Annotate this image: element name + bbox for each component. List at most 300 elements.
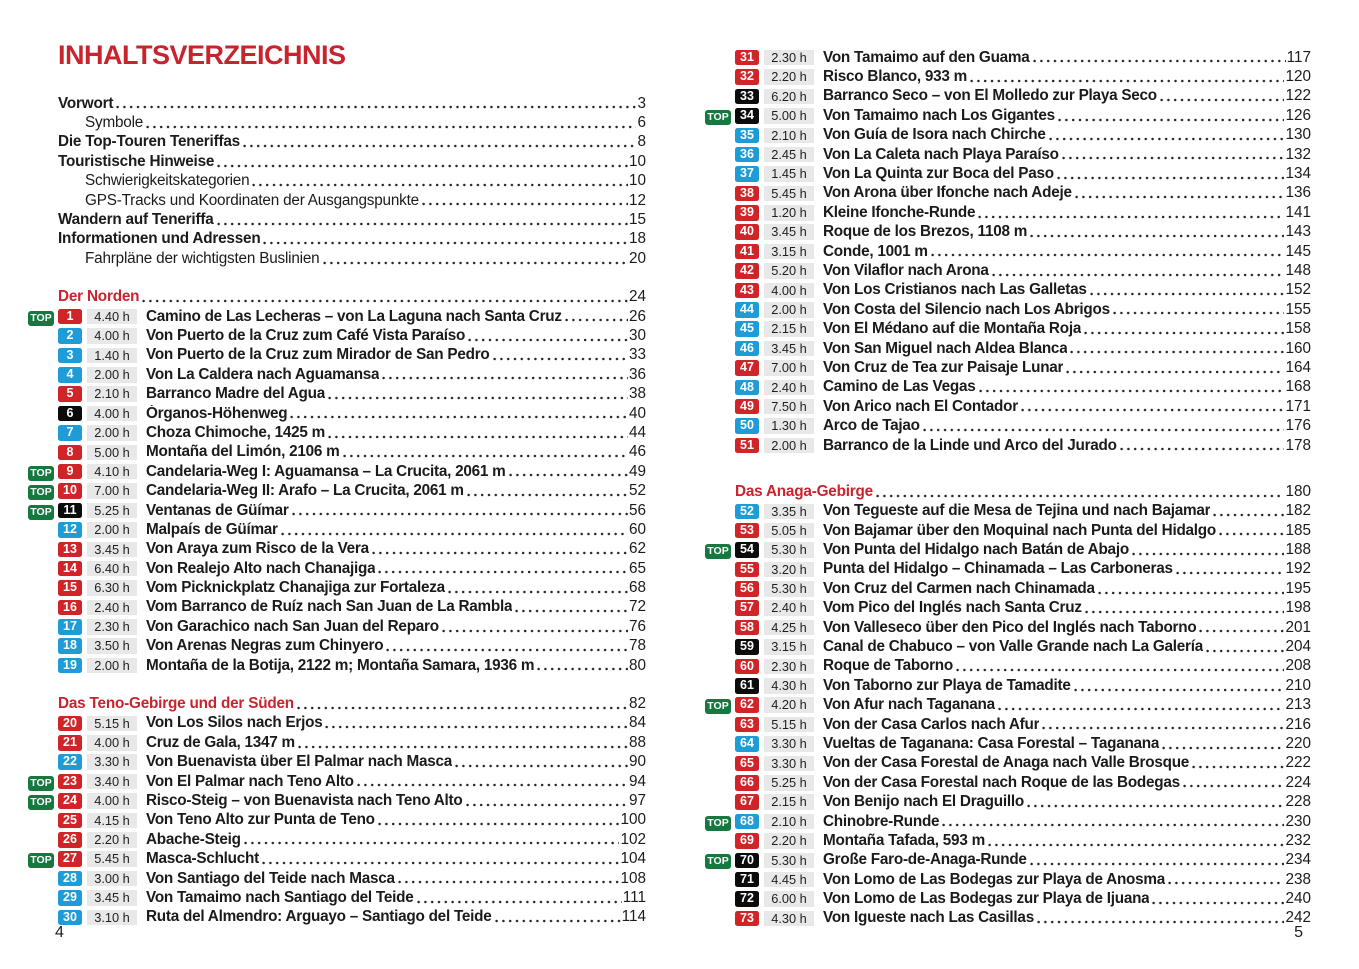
dot-leader bbox=[417, 900, 622, 904]
tour-number-badge: 37 bbox=[735, 166, 759, 182]
toc-right-column bbox=[705, 48, 1311, 928]
toc-entry-label: Fahrpläne der wichtigsten Buslinien bbox=[85, 249, 320, 267]
toc-tour-row bbox=[705, 715, 1311, 734]
top-badge: TOP bbox=[28, 485, 54, 500]
top-badge: TOP bbox=[705, 110, 731, 125]
toc-tour-row bbox=[28, 888, 646, 907]
toc-entry-page-number: 18 bbox=[628, 230, 646, 248]
toc-tour-row bbox=[705, 223, 1311, 242]
top-badge: TOP bbox=[28, 505, 54, 520]
toc-section bbox=[28, 694, 646, 927]
tour-title: Große Faro-de-Anaga-Runde bbox=[823, 851, 1027, 869]
dot-leader bbox=[1062, 156, 1285, 160]
tour-title: Von Arico nach El Contador bbox=[823, 397, 1018, 415]
tour-title: Von El Médano auf die Montaña Roja bbox=[823, 320, 1082, 338]
right-sections bbox=[705, 48, 1311, 928]
toc-tour-row bbox=[705, 657, 1311, 676]
toc-tour-row bbox=[28, 637, 646, 656]
tour-page-number: 224 bbox=[1285, 773, 1311, 791]
tour-page-number: 104 bbox=[620, 850, 646, 868]
tour-page-number: 56 bbox=[628, 501, 646, 519]
tour-number-badge: 25 bbox=[58, 813, 82, 829]
toc-tour-row bbox=[705, 300, 1311, 319]
dot-leader bbox=[1090, 292, 1285, 296]
toc-entry-label: Informationen und Adressen bbox=[58, 230, 261, 248]
toc-entry-label: Wandern auf Teneriffa bbox=[58, 211, 214, 229]
tour-duration: 3.30 h bbox=[87, 754, 137, 770]
tour-page-number: 40 bbox=[628, 404, 646, 422]
top-badge-slot bbox=[28, 850, 58, 868]
dot-leader bbox=[1206, 649, 1284, 653]
dot-leader bbox=[979, 389, 1285, 393]
toc-tour-row bbox=[28, 772, 646, 791]
tour-page-number: 143 bbox=[1285, 223, 1311, 241]
toc-entry bbox=[58, 230, 646, 249]
dot-leader bbox=[1168, 881, 1284, 885]
dot-leader bbox=[1199, 629, 1284, 633]
dot-leader bbox=[372, 551, 628, 555]
tour-page-number: 52 bbox=[628, 482, 646, 500]
tour-number-badge: 62 bbox=[735, 697, 759, 713]
tour-number-badge: 20 bbox=[58, 716, 82, 732]
dot-leader bbox=[325, 725, 628, 729]
tour-duration: 5.45 h bbox=[764, 186, 814, 202]
tour-number-badge: 50 bbox=[735, 418, 759, 434]
toc-entry bbox=[58, 172, 646, 191]
dot-leader bbox=[978, 215, 1284, 219]
dot-leader bbox=[378, 570, 628, 574]
tour-title: Órganos-Höhenweg bbox=[146, 404, 288, 422]
toc-entry-label: Die Top-Touren Teneriffas bbox=[58, 133, 240, 151]
tour-number-badge: 60 bbox=[735, 659, 759, 675]
tour-title: Risco Blanco, 933 m bbox=[823, 68, 968, 86]
toc-tour-row bbox=[28, 404, 646, 423]
toc-entry-label: GPS-Tracks und Koordinaten der Ausgangspunkte bbox=[85, 191, 419, 209]
tour-title: Von La Caleta nach Playa Paraíso bbox=[823, 145, 1059, 163]
dot-leader bbox=[1120, 447, 1285, 451]
tour-page-number: 136 bbox=[1285, 184, 1311, 202]
tour-number-badge: 45 bbox=[735, 321, 759, 337]
top-badge: TOP bbox=[705, 816, 731, 831]
dot-leader bbox=[988, 843, 1285, 847]
tour-title: Von Taborno zur Playa de Tamadite bbox=[823, 676, 1071, 694]
toc-tour-row bbox=[705, 754, 1311, 773]
dot-leader bbox=[142, 299, 628, 303]
tour-number-badge: 10 bbox=[58, 483, 82, 499]
dot-leader bbox=[1058, 118, 1285, 122]
tour-duration: 5.00 h bbox=[87, 445, 137, 461]
tour-duration: 5.00 h bbox=[764, 108, 814, 124]
dot-leader bbox=[422, 202, 628, 206]
tour-number-badge: 63 bbox=[735, 717, 759, 733]
tour-page-number: 65 bbox=[628, 559, 646, 577]
dot-leader bbox=[263, 241, 628, 245]
tour-duration: 5.15 h bbox=[87, 716, 137, 732]
tour-duration: 3.30 h bbox=[764, 756, 814, 772]
toc-entry-label: Vorwort bbox=[58, 94, 114, 112]
tour-number-badge: 26 bbox=[58, 832, 82, 848]
toc-tour-row bbox=[28, 791, 646, 810]
toc-entry-page-number: 3 bbox=[637, 94, 646, 112]
dot-leader bbox=[1037, 920, 1285, 924]
toc-tour-row bbox=[705, 696, 1311, 715]
tour-title: Von Santiago del Teide nach Masca bbox=[146, 869, 395, 887]
toc-tour-row bbox=[705, 281, 1311, 300]
toc-section bbox=[28, 288, 646, 676]
tour-number-badge: 69 bbox=[735, 833, 759, 849]
tour-title: Von Arona über Ifonche nach Adeje bbox=[823, 184, 1072, 202]
tour-number-badge: 72 bbox=[735, 891, 759, 907]
tour-title: Von Benijo nach El Draguillo bbox=[823, 793, 1024, 811]
tour-title: Malpaís de Güímar bbox=[146, 520, 278, 538]
dot-leader bbox=[1057, 176, 1285, 180]
tour-page-number: 158 bbox=[1285, 320, 1311, 338]
toc-tour-row bbox=[705, 397, 1311, 416]
dot-leader bbox=[1033, 59, 1286, 63]
tour-number-badge: 27 bbox=[58, 851, 82, 867]
tour-page-number: 168 bbox=[1285, 378, 1311, 396]
dot-leader bbox=[1021, 408, 1285, 412]
dot-leader bbox=[1132, 552, 1285, 556]
dot-leader bbox=[1162, 746, 1284, 750]
dot-leader bbox=[495, 919, 621, 923]
tour-duration: 2.30 h bbox=[87, 619, 137, 635]
toc-section bbox=[705, 48, 1311, 455]
tour-number-badge: 22 bbox=[58, 754, 82, 770]
tour-number-badge: 49 bbox=[735, 399, 759, 415]
tour-page-number: 38 bbox=[628, 385, 646, 403]
dot-leader bbox=[956, 668, 1284, 672]
toc-tour-row bbox=[705, 676, 1311, 695]
toc-tour-row bbox=[28, 578, 646, 597]
tour-title: Von der Casa Carlos nach Afur bbox=[823, 715, 1040, 733]
dot-leader bbox=[509, 473, 628, 477]
tour-number-badge: 17 bbox=[58, 619, 82, 635]
tour-page-number: 185 bbox=[1285, 521, 1311, 539]
tour-title: Vom Barranco de Ruíz nach San Juan de La Rambla bbox=[146, 598, 513, 616]
dot-leader bbox=[1030, 234, 1284, 238]
left-folio-page-number: 4 bbox=[55, 924, 64, 941]
tour-page-number: 108 bbox=[620, 869, 646, 887]
tour-title: Montaña de la Botija, 2122 m; Montaña Samara, 1936 m bbox=[146, 656, 535, 674]
tour-duration: 5.30 h bbox=[764, 853, 814, 869]
tour-duration: 5.30 h bbox=[764, 542, 814, 558]
section-title: Der Norden bbox=[58, 288, 140, 306]
dot-leader bbox=[1152, 901, 1284, 905]
tour-duration: 3.35 h bbox=[764, 504, 814, 520]
section-header bbox=[735, 482, 1311, 501]
tour-title: Conde, 1001 m bbox=[823, 242, 928, 260]
tour-title: Von Buenavista über El Palmar nach Masca bbox=[146, 753, 452, 771]
dot-leader bbox=[1030, 862, 1285, 866]
top-badge: TOP bbox=[28, 466, 54, 481]
dot-leader bbox=[1066, 370, 1284, 374]
tour-page-number: 90 bbox=[628, 753, 646, 771]
toc-entry-label: Symbole bbox=[85, 114, 144, 132]
tour-duration: 4.15 h bbox=[87, 813, 137, 829]
tour-number-badge: 16 bbox=[58, 600, 82, 616]
dot-leader bbox=[281, 532, 628, 536]
top-badge: TOP bbox=[705, 854, 731, 869]
tour-duration: 4.20 h bbox=[764, 697, 814, 713]
tour-duration: 3.50 h bbox=[87, 638, 137, 654]
dot-leader bbox=[1027, 804, 1285, 808]
tour-duration: 4.00 h bbox=[764, 283, 814, 299]
tour-number-badge: 29 bbox=[58, 890, 82, 906]
toc-tour-row bbox=[705, 831, 1311, 850]
tour-number-badge: 13 bbox=[58, 542, 82, 558]
toc-tour-row bbox=[28, 384, 646, 403]
tour-page-number: 68 bbox=[628, 579, 646, 597]
tour-title: Von Vilaflor nach Arona bbox=[823, 261, 989, 279]
dot-leader bbox=[1075, 195, 1285, 199]
tour-title: Kleine Ifonche-Runde bbox=[823, 203, 976, 221]
tour-duration: 2.10 h bbox=[87, 386, 137, 402]
tour-number-badge: 59 bbox=[735, 639, 759, 655]
tour-page-number: 44 bbox=[628, 423, 646, 441]
tour-duration: 4.00 h bbox=[87, 793, 137, 809]
toc-tour-row bbox=[28, 849, 646, 868]
tour-title: Von Tamaimo nach Santiago del Teide bbox=[146, 888, 414, 906]
tour-page-number: 230 bbox=[1285, 812, 1311, 830]
tour-title: Von Los Cristianos nach Las Galletas bbox=[823, 281, 1087, 299]
dot-leader bbox=[378, 822, 620, 826]
tour-duration: 2.00 h bbox=[87, 367, 137, 383]
tour-duration: 1.20 h bbox=[764, 205, 814, 221]
tour-title: Von Afur nach Taganana bbox=[823, 696, 995, 714]
toc-tour-row bbox=[705, 579, 1311, 598]
tour-page-number: 201 bbox=[1285, 618, 1311, 636]
tour-title: Roque de los Brezos, 1108 m bbox=[823, 223, 1028, 241]
tour-number-badge: 31 bbox=[735, 50, 759, 66]
toc-tour-row bbox=[705, 126, 1311, 145]
tour-duration: 4.45 h bbox=[764, 872, 814, 888]
tour-number-badge: 56 bbox=[735, 581, 759, 597]
tour-page-number: 160 bbox=[1285, 339, 1311, 357]
tour-duration: 4.10 h bbox=[87, 464, 137, 480]
tour-duration: 4.30 h bbox=[764, 911, 814, 927]
tour-page-number: 132 bbox=[1285, 145, 1311, 163]
tour-page-number: 111 bbox=[622, 888, 646, 906]
top-badge-slot bbox=[705, 541, 735, 559]
tour-number-badge: 55 bbox=[735, 562, 759, 578]
tour-number-badge: 39 bbox=[735, 205, 759, 221]
dot-leader bbox=[1176, 571, 1285, 575]
tour-title: Canal de Chabuco – von Valle Grande nach La Galería bbox=[823, 638, 1204, 656]
dot-leader bbox=[998, 707, 1285, 711]
tour-title: Ruta del Almendro: Arguayo – Santiago del Teide bbox=[146, 908, 492, 926]
toc-tour-row bbox=[28, 753, 646, 772]
tour-title: Arco de Tajao bbox=[823, 417, 920, 435]
toc-tour-row bbox=[28, 326, 646, 345]
tour-title: Chinobre-Runde bbox=[823, 812, 940, 830]
tour-duration: 2.20 h bbox=[764, 833, 814, 849]
tour-number-badge: 34 bbox=[735, 108, 759, 124]
tour-page-number: 222 bbox=[1285, 754, 1311, 772]
tour-number-badge: 7 bbox=[58, 425, 82, 441]
toc-entry bbox=[58, 249, 646, 268]
tour-duration: 6.30 h bbox=[87, 580, 137, 596]
tour-duration: 2.30 h bbox=[764, 50, 814, 66]
toc-entry bbox=[58, 94, 646, 113]
tour-number-badge: 2 bbox=[58, 328, 82, 344]
tour-number-badge: 44 bbox=[735, 302, 759, 318]
tour-duration: 1.40 h bbox=[87, 348, 137, 364]
toc-tour-row bbox=[705, 502, 1311, 521]
tour-number-badge: 61 bbox=[735, 678, 759, 694]
tour-page-number: 234 bbox=[1285, 851, 1311, 869]
toc-tour-row bbox=[705, 851, 1311, 870]
dot-leader bbox=[290, 415, 628, 419]
tour-page-number: 60 bbox=[628, 520, 646, 538]
tour-duration: 2.30 h bbox=[764, 659, 814, 675]
tour-number-badge: 4 bbox=[58, 367, 82, 383]
dot-leader bbox=[1098, 591, 1285, 595]
tour-title: Vueltas de Taganana: Casa Forestal – Taganana bbox=[823, 734, 1160, 752]
tour-number-badge: 47 bbox=[735, 360, 759, 376]
tour-title: Von Igueste nach Las Casillas bbox=[823, 909, 1034, 927]
intro-list bbox=[58, 94, 646, 269]
tour-page-number: 220 bbox=[1285, 734, 1311, 752]
tour-title: Von Lomo de Las Bodegas zur Playa de Ijuana bbox=[823, 890, 1150, 908]
toc-tour-row bbox=[28, 733, 646, 752]
toc-tour-row bbox=[705, 203, 1311, 222]
dot-leader bbox=[146, 125, 636, 129]
tour-duration: 2.00 h bbox=[87, 425, 137, 441]
tour-duration: 4.00 h bbox=[87, 328, 137, 344]
toc-tour-row bbox=[28, 365, 646, 384]
tour-page-number: 141 bbox=[1285, 203, 1311, 221]
tour-page-number: 242 bbox=[1285, 909, 1311, 927]
tour-duration: 2.40 h bbox=[764, 600, 814, 616]
tour-duration: 5.15 h bbox=[764, 717, 814, 733]
tour-duration: 6.00 h bbox=[764, 891, 814, 907]
section-header bbox=[58, 694, 646, 713]
dot-leader bbox=[328, 435, 628, 439]
tour-number-badge: 18 bbox=[58, 638, 82, 654]
toc-tour-row bbox=[705, 870, 1311, 889]
tour-title: Von Cruz del Carmen nach Chinamada bbox=[823, 579, 1095, 597]
tour-title: Von Punta del Hidalgo nach Batán de Abajo bbox=[823, 541, 1129, 559]
dot-leader bbox=[292, 512, 628, 516]
tour-title: Von der Casa Forestal de Anaga nach Valle Brosque bbox=[823, 754, 1190, 772]
dot-leader bbox=[328, 396, 628, 400]
dot-leader bbox=[262, 861, 620, 865]
section-page-number: 180 bbox=[1285, 482, 1311, 500]
tour-title: Barranco Madre del Agua bbox=[146, 385, 325, 403]
toc-tour-row bbox=[28, 520, 646, 539]
top-badge: TOP bbox=[705, 699, 731, 714]
tour-title: Camino de Las Vegas bbox=[823, 378, 976, 396]
tour-page-number: 100 bbox=[620, 811, 646, 829]
toc-tour-row bbox=[705, 792, 1311, 811]
toc-entry-page-number: 12 bbox=[628, 191, 646, 209]
toc-tour-row bbox=[705, 436, 1311, 455]
tour-number-badge: 28 bbox=[58, 871, 82, 887]
tour-title: Montaña Tafada, 593 m bbox=[823, 831, 985, 849]
tour-page-number: 216 bbox=[1285, 715, 1311, 733]
tour-number-badge: 21 bbox=[58, 735, 82, 751]
tour-title: Von Teno Alto zur Punta de Teno bbox=[146, 811, 375, 829]
tour-number-badge: 30 bbox=[58, 910, 82, 926]
dot-leader bbox=[455, 764, 628, 768]
tour-number-badge: 66 bbox=[735, 775, 759, 791]
dot-leader bbox=[1049, 137, 1285, 141]
tour-number-badge: 73 bbox=[735, 911, 759, 927]
tour-page-number: 26 bbox=[628, 307, 646, 325]
tour-page-number: 238 bbox=[1285, 870, 1311, 888]
tour-title: Ventanas de Güímar bbox=[146, 501, 289, 519]
tour-number-badge: 58 bbox=[735, 620, 759, 636]
toc-tour-row bbox=[705, 599, 1311, 618]
tour-duration: 5.25 h bbox=[764, 775, 814, 791]
tour-page-number: 134 bbox=[1285, 165, 1311, 183]
tour-duration: 2.20 h bbox=[764, 69, 814, 85]
toc-tour-row bbox=[705, 358, 1311, 377]
toc-tour-row bbox=[705, 734, 1311, 753]
toc-entry bbox=[58, 133, 646, 152]
tour-title: Candelaria-Weg II: Arafo – La Crucita, 2061 m bbox=[146, 482, 464, 500]
toc-tour-row bbox=[28, 346, 646, 365]
toc-tour-row bbox=[705, 145, 1311, 164]
tour-title: Von Valleseco über den Pico del Inglés nach Taborno bbox=[823, 618, 1197, 636]
tour-page-number: 102 bbox=[620, 830, 646, 848]
tour-number-badge: 32 bbox=[735, 69, 759, 85]
tour-duration: 3.45 h bbox=[764, 224, 814, 240]
tour-title: Von Tamaimo auf den Guama bbox=[823, 48, 1030, 66]
toc-tour-row bbox=[28, 617, 646, 636]
dot-leader bbox=[565, 318, 628, 322]
tour-duration: 3.40 h bbox=[87, 774, 137, 790]
toc-tour-row bbox=[28, 540, 646, 559]
top-badge-slot bbox=[705, 813, 735, 831]
toc-tour-row bbox=[705, 521, 1311, 540]
toc-tour-row bbox=[705, 339, 1311, 358]
tour-number-badge: 54 bbox=[735, 542, 759, 558]
top-badge-slot bbox=[28, 773, 58, 791]
tour-page-number: 49 bbox=[628, 462, 646, 480]
tour-duration: 4.30 h bbox=[764, 678, 814, 694]
toc-tour-row bbox=[28, 656, 646, 675]
tour-number-badge: 67 bbox=[735, 794, 759, 810]
dot-leader bbox=[398, 880, 620, 884]
tour-page-number: 126 bbox=[1285, 106, 1311, 124]
dot-leader bbox=[386, 648, 628, 652]
tour-duration: 1.30 h bbox=[764, 418, 814, 434]
toc-tour-row bbox=[28, 714, 646, 733]
dot-leader bbox=[923, 428, 1285, 432]
tour-page-number: 152 bbox=[1285, 281, 1311, 299]
toc-tour-row bbox=[705, 184, 1311, 203]
tour-number-badge: 43 bbox=[735, 283, 759, 299]
toc-entry bbox=[58, 191, 646, 210]
toc-tour-row bbox=[705, 242, 1311, 261]
toc-tour-row bbox=[705, 812, 1311, 831]
tour-duration: 3.00 h bbox=[87, 871, 137, 887]
tour-page-number: 122 bbox=[1285, 87, 1311, 105]
toc-tour-row bbox=[705, 319, 1311, 338]
dot-leader bbox=[493, 357, 628, 361]
tour-duration: 2.00 h bbox=[87, 658, 137, 674]
tour-title: Von San Miguel nach Aldea Blanca bbox=[823, 339, 1068, 357]
dot-leader bbox=[442, 629, 628, 633]
toc-entry-page-number: 6 bbox=[637, 114, 646, 132]
tour-page-number: 188 bbox=[1285, 541, 1311, 559]
tour-duration: 2.10 h bbox=[764, 128, 814, 144]
tour-title: Von Realejo Alto nach Chanajiga bbox=[146, 559, 376, 577]
dot-leader bbox=[970, 79, 1284, 83]
tour-page-number: 182 bbox=[1285, 502, 1311, 520]
